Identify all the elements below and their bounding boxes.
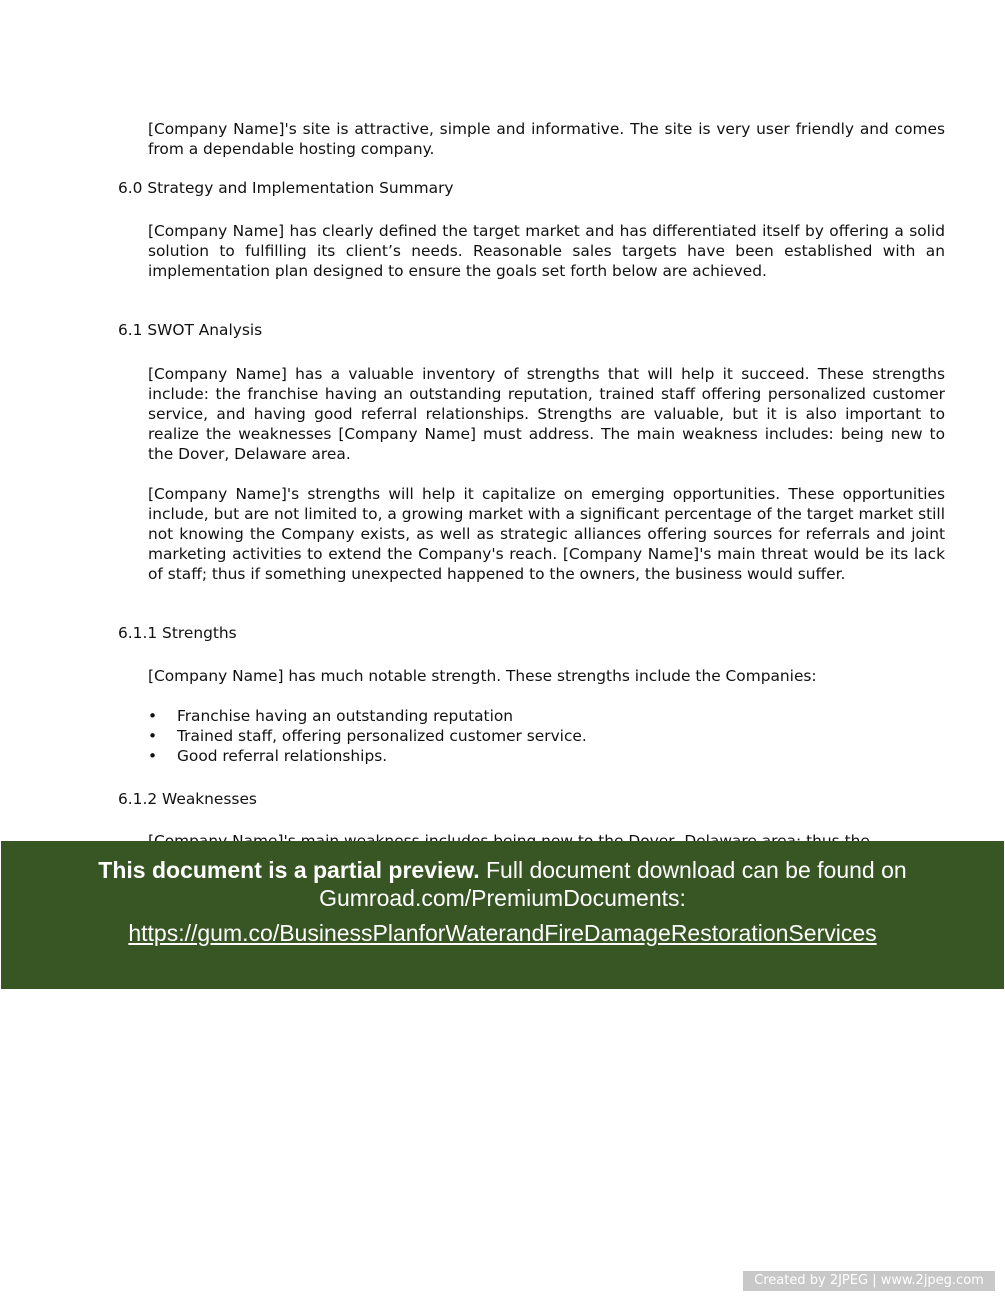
preview-banner bbox=[1, 841, 1004, 989]
download-link[interactable]: https://gum.co/BusinessPlanforWaterandFireDamageRestorationServices bbox=[128, 920, 877, 946]
section-heading-6-1-2: 6.1.2 Weaknesses bbox=[118, 790, 257, 808]
strengths-list bbox=[148, 706, 587, 766]
list-item bbox=[148, 726, 587, 746]
watermark-label: Created by 2JPEG | www.2jpeg.com bbox=[743, 1271, 995, 1291]
section-heading-6-1-1: 6.1.1 Strengths bbox=[118, 624, 237, 642]
list-item bbox=[148, 746, 587, 766]
section-6-0-paragraph: [Company Name] has clearly defined the target market and has differentiated itself by offering a solid solution to fulfilling its client’s needs. Reasonable sales targets have been established with an implementation plan designed to ensure the goals set forth below are achieved. bbox=[148, 222, 945, 280]
banner-text-line-1: Full document download can be found on bbox=[479, 857, 907, 883]
intro-paragraph: [Company Name]'s site is attractive, simple and informative. The site is very user friendly and comes from a dependable hosting company. bbox=[148, 120, 945, 158]
banner-line-1 bbox=[1, 857, 1004, 883]
section-heading-6-1: 6.1 SWOT Analysis bbox=[118, 321, 263, 339]
list-item-text: Trained staff, offering personalized customer service. bbox=[177, 727, 587, 745]
strengths-intro-paragraph: [Company Name] has much notable strength. These strengths include the Companies: bbox=[148, 667, 817, 685]
bullet-icon: • bbox=[148, 707, 158, 725]
banner-bold-text: This document is a partial preview. bbox=[98, 857, 480, 883]
swot-paragraph-1: [Company Name] has a valuable inventory of strengths that will help it succeed. These strengths include: the franchise having an outstanding reputation, trained staff offering personalized customer service, and having good referral relationships. Strengths are valuable, but it is also important to realize the weaknesses [Company Name] must address. The main weakness includes: being new to the Dover, Delaware area. bbox=[148, 365, 945, 463]
list-item bbox=[148, 706, 587, 726]
list-item-text: Franchise having an outstanding reputation bbox=[177, 707, 514, 725]
bullet-icon: • bbox=[148, 727, 158, 745]
bullet-icon: • bbox=[148, 747, 158, 765]
section-heading-6-0: 6.0 Strategy and Implementation Summary bbox=[118, 179, 454, 197]
banner-text-line-2: Gumroad.com/PremiumDocuments: bbox=[319, 885, 686, 911]
list-item-text: Good referral relationships. bbox=[177, 747, 388, 765]
swot-paragraph-2: [Company Name]'s strengths will help it capitalize on emerging opportunities. These opportunities include, but are not limited to, a growing market with a significant percentage of the target market still not knowing the Company exists, as well as strategic alliances offering sources for referrals and joint marketing activities to extend the Company's reach. [Company Name]'s main threat would be its lack of staff; thus if something unexpected happened to the owners, the business would suffer. bbox=[148, 485, 945, 583]
